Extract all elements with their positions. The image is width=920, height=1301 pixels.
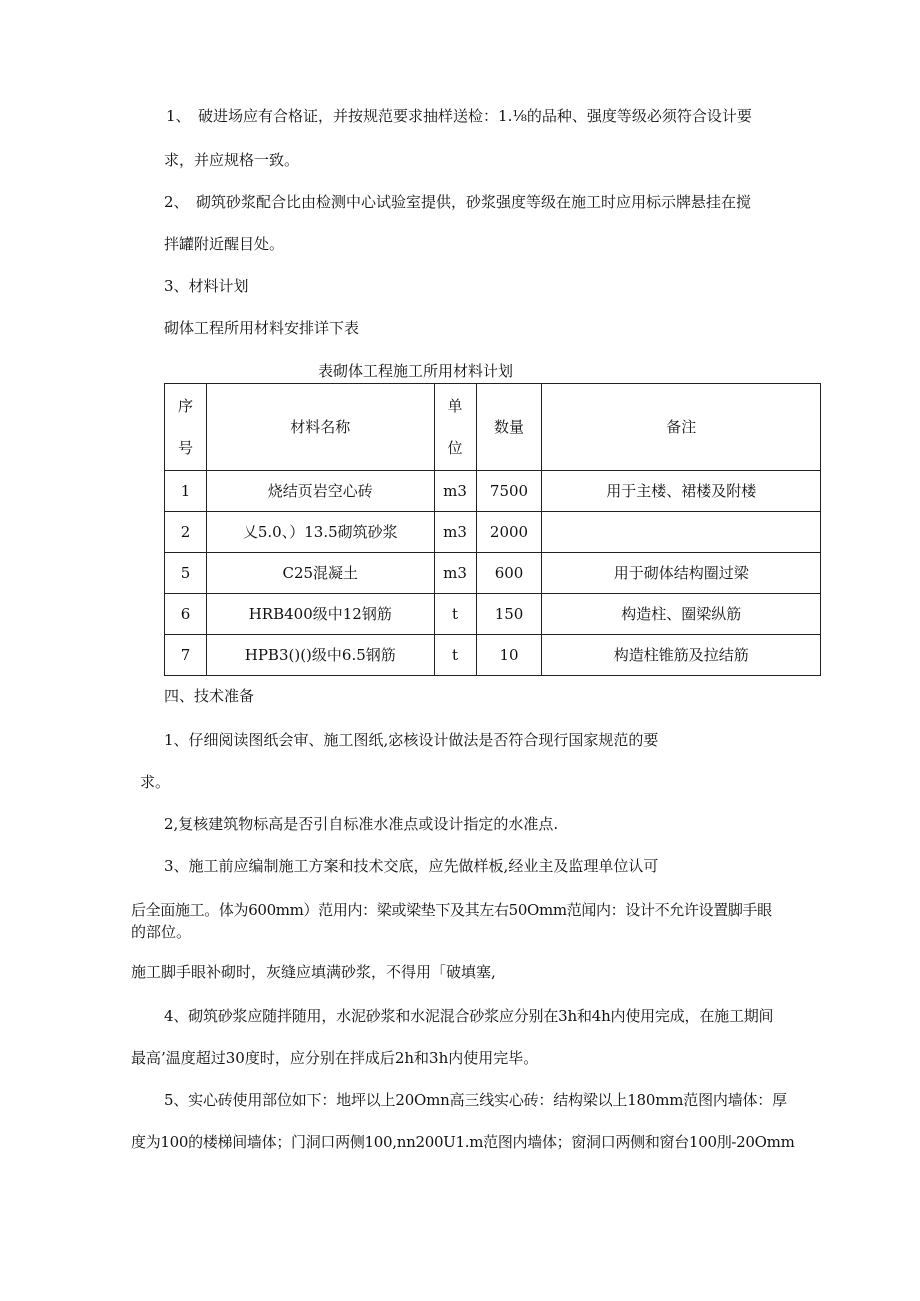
item-3-line-1: 3、施工前应编制施工方案和技术交底，应先做样板,经业主及监理单位认可 (164, 857, 659, 875)
materials-table (164, 383, 821, 676)
cell-qty: 2000 (476, 512, 542, 553)
item-5-line-2: 度为100的楼梯间墙体；门洞口两侧100,nn200U1.m范图内墙体；窗洞口两侧和窗台100刖-20Omm (131, 1133, 795, 1151)
table-row (165, 512, 821, 553)
header-name: 材料名称 (206, 384, 434, 471)
header-note: 备注 (542, 384, 821, 471)
cell-note (542, 512, 821, 553)
cell-note: 构造柱锥筋及拉结筋 (542, 635, 821, 676)
item-3-line-3: 的部位。 (131, 923, 192, 941)
item-3-line-2: 后全面施工。体为600mm）范用内：梁或梁垫下及其左右50Omm范闻内：设计不允许设置脚手眼 (131, 901, 772, 919)
para-4: 砌体工程所用材料安排详下表 (164, 319, 360, 337)
cell-unit: m3 (434, 553, 476, 594)
para-1-line-1: 1、 破进场应有合格证，并按规范要求抽样送检：1.⅛的品种、强度等级必须符合设计要 (166, 107, 752, 125)
para-2-line-1: 2、 砌筑砂浆配合比由检测中心试验室提供，砂浆强度等级在施工时应用标示牌悬挂在搅 (164, 193, 752, 211)
item-4-line-1: 4、砌筑砂浆应随拌随用，水泥砂浆和水泥混合砂浆应分别在3h和4h内使用完成，在施工期间 (164, 1007, 774, 1025)
cell-seq: 2 (165, 512, 207, 553)
cell-note: 构造柱、圈梁纵筋 (542, 594, 821, 635)
table-row (165, 471, 821, 512)
cell-qty: 600 (476, 553, 542, 594)
header-qty: 数量 (476, 384, 542, 471)
table-title: 表砌体工程施工所用材料计划 (318, 362, 514, 380)
item-3-line-4: 施工脚手眼补砌时，灰缝应填满砂浆，不得用「破填塞, (131, 963, 496, 981)
cell-seq: 6 (165, 594, 207, 635)
cell-note: 用于主楼、裙楼及附楼 (542, 471, 821, 512)
cell-seq: 5 (165, 553, 207, 594)
table-row (165, 635, 821, 676)
header-unit: 单 位 (434, 384, 476, 471)
cell-seq: 7 (165, 635, 207, 676)
item-1-line-1: 1、仔细阅读图纸会审、施工图纸,宓核设计做法是否符合现行国家规范的要 (164, 731, 659, 749)
cell-unit: m3 (434, 471, 476, 512)
para-2-line-2: 拌罐附近醒目处。 (164, 235, 285, 253)
cell-name: 乂5.0、）13.5砌筑砂浆 (206, 512, 434, 553)
table-row (165, 594, 821, 635)
header-seq: 序 号 (165, 384, 207, 471)
cell-unit: t (434, 635, 476, 676)
item-4-line-2: 最高’温度超过30度时，应分别在拌成后2h和3h内使用完毕。 (131, 1049, 539, 1067)
cell-qty: 7500 (476, 471, 542, 512)
cell-name: 烧结页岩空心砖 (206, 471, 434, 512)
table-header-row (165, 384, 821, 471)
cell-unit: m3 (434, 512, 476, 553)
section-4-heading: 四、技术准备 (164, 687, 255, 705)
item-5-line-1: 5、实心砖使用部位如下：地坪以上20Omn高三线实心砖：结构梁以上180mm范图内墙体：厚 (164, 1091, 787, 1109)
cell-name: C25混凝土 (206, 553, 434, 594)
cell-unit: t (434, 594, 476, 635)
cell-name: HRB400级中12钢筋 (206, 594, 434, 635)
cell-name: HPB3()()级中6.5钢筋 (206, 635, 434, 676)
table-row (165, 553, 821, 594)
para-1-line-2: 求，并应规格一致。 (164, 151, 300, 169)
cell-qty: 150 (476, 594, 542, 635)
cell-note: 用于砌体结构圈过梁 (542, 553, 821, 594)
cell-seq: 1 (165, 471, 207, 512)
cell-qty: 10 (476, 635, 542, 676)
item-2: 2,复核建筑物标高是否引自标准水准点或设计指定的水准点. (164, 815, 559, 833)
item-1-line-2: 求。 (140, 773, 171, 791)
para-3: 3、材料计划 (164, 277, 249, 295)
